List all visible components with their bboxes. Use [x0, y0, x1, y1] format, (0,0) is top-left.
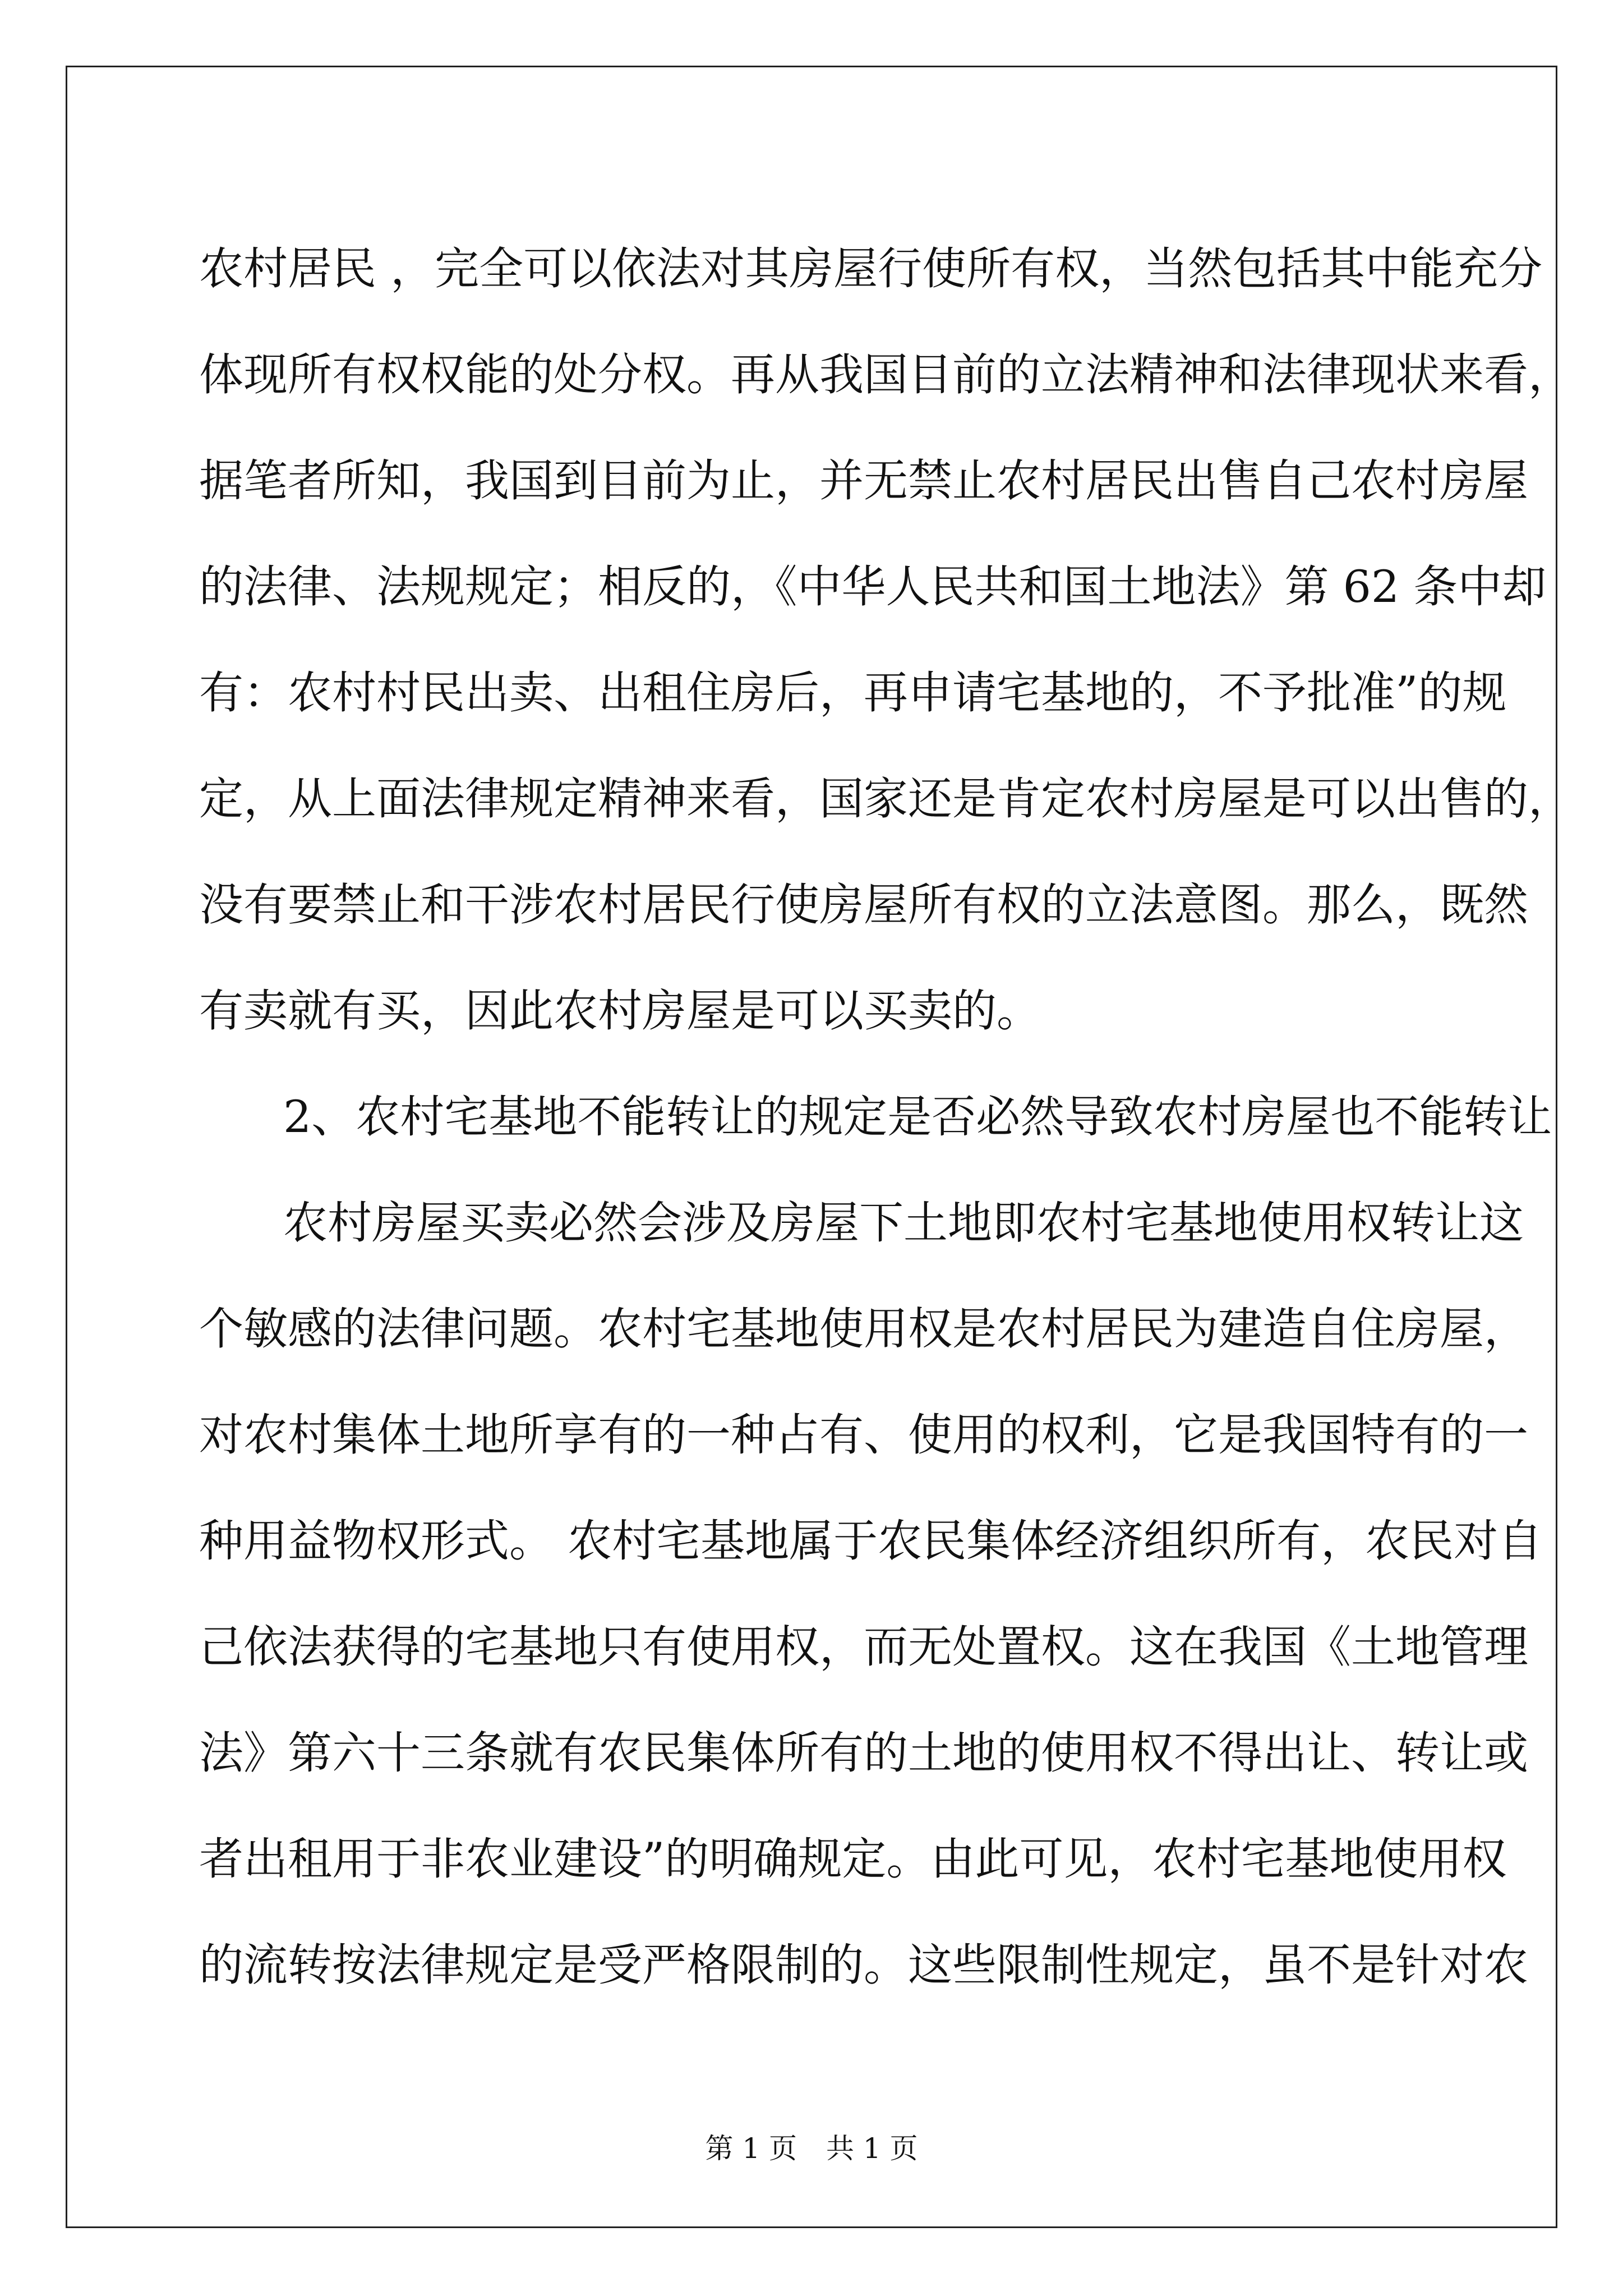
document-body: [199, 216, 1573, 2018]
text-line-3: 据笔者所知，我国到目前为止，并无禁止农村居民出售自己农村房屋: [199, 455, 1528, 507]
section-heading: 2、农村宅基地不能转让的规定是否必然导致农村房屋也不能转让: [283, 1091, 1552, 1143]
text-line-12: 对农村集体土地所享有的一种占有、使用的权利，它是我国特有的一: [199, 1409, 1528, 1461]
text-line-4: 的法律、法规规定；相反的，《中华人民共和国土地法》第 62 条中却: [199, 561, 1547, 613]
page-footer: [0, 2132, 1623, 2165]
text-line-15: 法》第六十三条就有农民集体所有的土地的使用权不得出让、转让或: [199, 1727, 1528, 1779]
text-line-7: 没有要禁止和干涉农村居民行使房屋所有权的立法意图。那么，既然: [199, 879, 1528, 931]
text-line-8: 有卖就有买，因此农村房屋是可以买卖的。: [199, 985, 1041, 1037]
text-line-14: 己依法获得的宅基地只有使用权，而无处置权。这在我国《土地管理: [199, 1621, 1528, 1673]
page-total: 共 1 页: [826, 2132, 918, 2165]
text-line-11: 个敏感的法律问题。农村宅基地使用权是农村居民为建造自住房屋，: [199, 1303, 1528, 1355]
text-line-5: 有：农村村民出卖、出租住房后，再申请宅基地的，不予批准”的规: [199, 667, 1507, 719]
text-line-17: 的流转按法律规定是受严格限制的。这些限制性规定，虽不是针对农: [199, 1939, 1528, 1991]
page-number: 第 1 页: [705, 2132, 797, 2165]
text-line-10: 农村房屋买卖必然会涉及房屋下土地即农村宅基地使用权转让这: [283, 1197, 1524, 1249]
text-line-13: 种用益物权形式。 农村宅基地属于农民集体经济组织所有，农民对自: [199, 1515, 1543, 1567]
text-line-6: 定，从上面法律规定精神来看，国家还是肯定农村房屋是可以出售的，: [199, 773, 1573, 825]
text-line-2: 体现所有权权能的处分权。再从我国目前的立法精神和法律现状来看，: [199, 349, 1573, 401]
text-line-16: 者出租用于非农业建设”的明确规定。由此可见，农村宅基地使用权: [199, 1833, 1507, 1885]
text-line-1: 农村居民 ，完全可以依法对其房屋行使所有权，当然包括其中能充分: [199, 243, 1543, 295]
